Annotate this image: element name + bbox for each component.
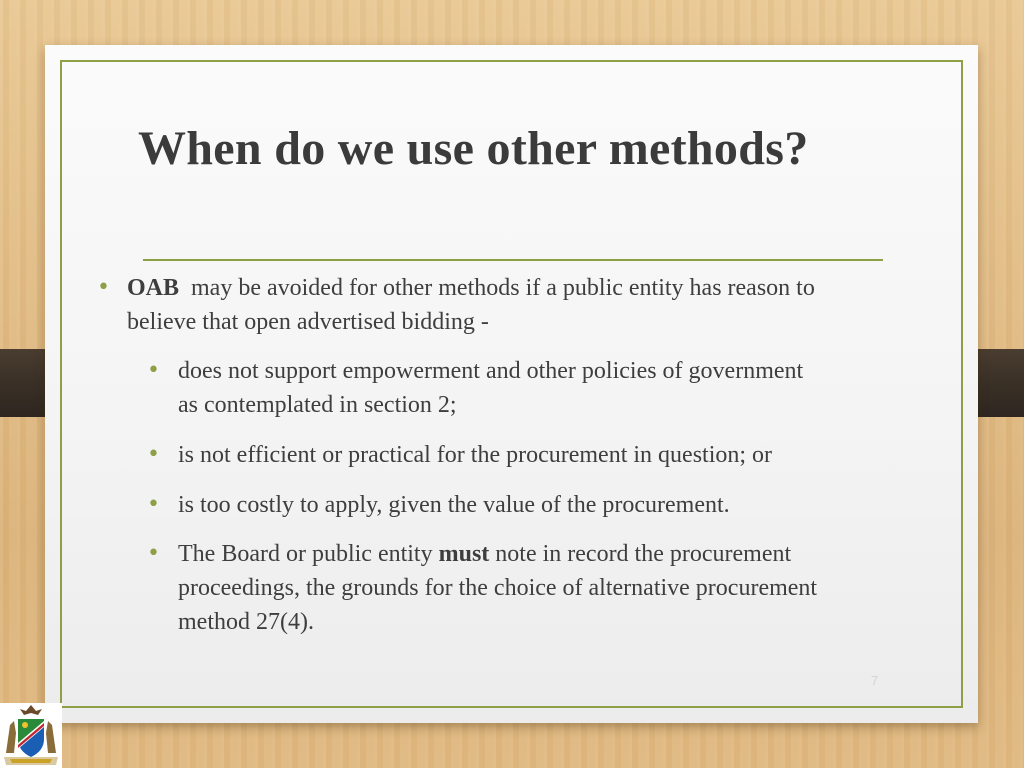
intro-term: OAB xyxy=(127,275,180,301)
coat-of-arms-emblem-icon xyxy=(0,703,62,768)
bullet-icon: • xyxy=(147,358,160,383)
intro-bullet xyxy=(127,271,947,339)
sub-bullet-4-emphasis: must xyxy=(438,541,490,567)
intro-line-2: believe that open advertised bidding - xyxy=(127,309,489,335)
bullet-icon: • xyxy=(147,492,160,517)
sub-bullet-1 xyxy=(178,354,948,422)
sub-bullet-2-line-1: is not efficient or practical for the procurement in question; or xyxy=(178,442,773,468)
title-underline xyxy=(143,259,883,261)
sub-bullet-4-line-1-end: note in record the procurement xyxy=(489,541,792,567)
sub-bullet-3-line-1: is too costly to apply, given the value of the procurement. xyxy=(178,492,730,518)
sub-bullet-3 xyxy=(178,488,948,522)
slide-paper xyxy=(45,45,978,723)
bullet-icon: • xyxy=(97,275,110,300)
sub-bullet-4-line-3: method 27(4). xyxy=(178,609,314,635)
sub-bullet-1-line-2: as contemplated in section 2; xyxy=(178,392,457,418)
bullet-icon: • xyxy=(147,442,160,467)
sub-bullet-4-line-2: proceedings, the grounds for the choice of alternative procurement xyxy=(178,575,818,601)
sub-bullet-1-line-1: does not support empowerment and other policies of government xyxy=(178,358,804,384)
sub-bullet-2 xyxy=(178,438,948,472)
sub-bullet-4-line-1-start: The Board or public entity xyxy=(178,541,439,567)
slide-title: When do we use other methods? xyxy=(138,122,809,175)
sub-bullet-4 xyxy=(178,537,948,639)
page-number: 7 xyxy=(871,673,879,688)
bullet-icon: • xyxy=(147,541,160,566)
intro-line-1: may be avoided for other methods if a public entity has reason to xyxy=(191,275,815,301)
